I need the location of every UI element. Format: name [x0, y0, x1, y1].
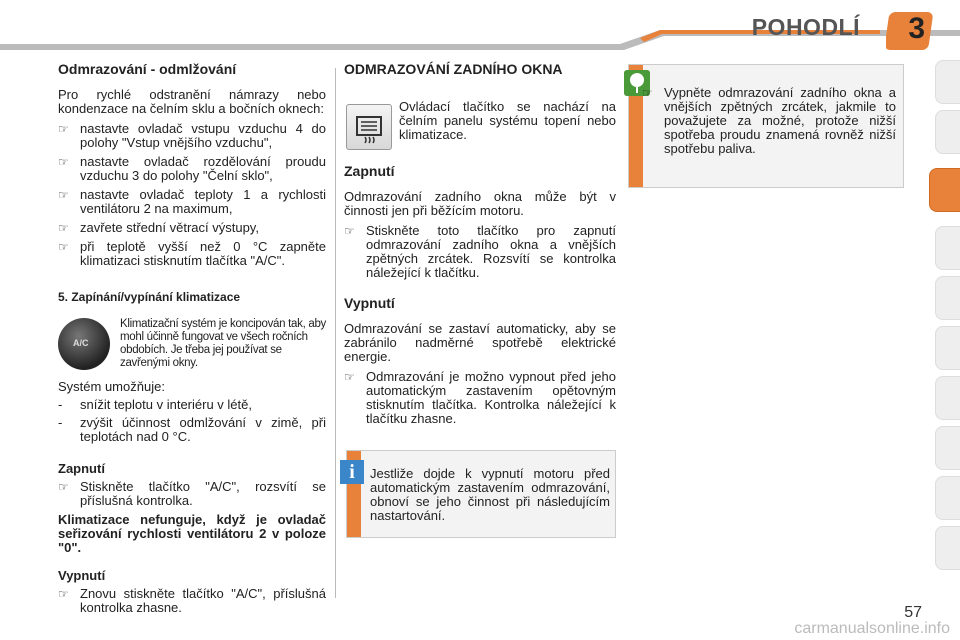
ac-section [58, 290, 326, 304]
chapter-tab[interactable] [935, 426, 960, 470]
pointer-icon: ☞ [58, 240, 69, 254]
rear-off-title: Vypnutí [344, 295, 395, 311]
chapter-tab[interactable] [935, 226, 960, 270]
ac-on-title: Zapnutí [58, 461, 105, 476]
ac-section-title: 5. Zapínání/vypínání klimatizace [58, 290, 241, 304]
rear-defrost-details [344, 164, 616, 431]
rear-on-step: ☞ Stiskněte toto tlačítko pro zapnutí odmrazování zadního okna a vnějších zpětných zrcátek. Rozsvítí se kontrolka náležející k tlačítku. [344, 223, 616, 280]
defrost-intro: Pro rychlé odstranění námrazy nebo kondenzace na čelním sklu a bočních oknech: [58, 87, 326, 116]
ac-off-title: Vypnutí [58, 568, 106, 583]
system-allows-label: Systém umožňuje: [58, 379, 165, 394]
ac-description: Klimatizační systém je koncipován tak, aby mohl účinně fungovat ve všech ročních obdobích. Je třeba jej používat se zavřenými okny. [120, 318, 326, 369]
rear-off-step: ☞ Odmrazování je možno vypnout před jeho automatickým zastavením opětovným stisknutím tlačítka. Kontrolka náležející k tlačítku zhasne. [344, 369, 616, 426]
rear-on-text: Odmrazování zadního okna může být v činnosti jen při běžícím motoru. [344, 189, 616, 218]
chapter-tab[interactable] [935, 376, 960, 420]
chapter-number: 3 [908, 12, 925, 45]
eco-note [642, 86, 896, 161]
chapter-tab[interactable] [935, 110, 960, 154]
pointer-icon: ☞ [344, 224, 355, 238]
chapter-tab[interactable] [935, 60, 960, 104]
middle-column [344, 62, 616, 76]
allows-item: - snížit teplotu v interiéru v létě, [58, 397, 252, 412]
ac-off-step: ☞ Znovu stiskněte tlačítko "A/C", příslušná kontrolka zhasne. [58, 586, 326, 615]
pointer-icon: ☞ [58, 587, 69, 601]
pointer-icon: ☞ [642, 86, 653, 100]
chapter-tab[interactable] [935, 526, 960, 570]
page-number: 57 [904, 604, 922, 621]
eco-note-text: ☞ Vypněte odmrazování zadního okna a vnějších zpětných zrcátek, jakmile to považujete za možné, protože nižší spotřeba proudu znamená rovněž nižší spotřebu paliva. [642, 85, 896, 156]
ac-details [58, 380, 326, 620]
ac-on-step: ☞ Stiskněte tlačítko "A/C", rozsvítí se příslušná kontrolka. [58, 479, 326, 508]
rear-off-text: Odmrazování se zastaví automaticky, aby se zabránilo nadměrné spotřebě elektrické energie. [344, 321, 616, 364]
pointer-icon: ☞ [58, 221, 69, 235]
defrost-step: ☞ nastavte ovladač vstupu vzduchu 4 do polohy "Vstup vnějšího vzduchu", [58, 121, 326, 150]
allows-item: - zvýšit účinnost odmlžování v zimě, při teplotách nad 0 °C. [58, 415, 326, 444]
chapter-tabs [936, 60, 960, 580]
defrost-step: ☞ zavřete střední větrací výstupy, [58, 220, 259, 235]
defrost-section-title: Odmrazování - odmlžování [58, 61, 237, 77]
info-note-text: Jestliže dojde k vypnutí motoru před automatickým zastavením odmrazování, obnoví se jeho činnost při následujícím nastartování. [370, 466, 610, 523]
left-column [58, 62, 326, 273]
defrost-step: ☞ nastavte ovladač rozdělování proudu vzduchu 3 do polohy "Čelní sklo", [58, 154, 326, 183]
chapter-tab[interactable] [935, 476, 960, 520]
ac-knob-label: A/C [73, 338, 89, 348]
chapter-tab[interactable] [935, 326, 960, 370]
rear-defrost-button-icon [346, 104, 392, 150]
watermark: carmanualsonline.info [794, 620, 950, 637]
pointer-icon: ☞ [58, 155, 69, 169]
pointer-icon: ☞ [58, 480, 69, 494]
rear-on-title: Zapnutí [344, 163, 395, 179]
info-icon: i [340, 460, 364, 484]
chapter-tab[interactable] [935, 276, 960, 320]
chapter-title: POHODLÍ [751, 14, 860, 40]
pointer-icon: ☞ [344, 370, 355, 384]
column-divider [335, 68, 336, 598]
ac-knob-icon [58, 318, 110, 370]
control-note: Ovládací tlačítko se nachází na čelním panelu systému topení nebo klimatizace. [399, 99, 616, 142]
pointer-icon: ☞ [58, 122, 69, 136]
chapter-tab-active[interactable] [929, 168, 960, 212]
rear-defrost-title: ODMRAZOVÁNÍ ZADNÍHO OKNA [344, 61, 563, 77]
defrost-step: ☞ nastavte ovladač teploty 1 a rychlosti ventilátoru 2 na maximum, [58, 187, 326, 216]
pointer-icon: ☞ [58, 188, 69, 202]
defrost-step: ☞ při teplotě vyšší než 0 °C zapněte klimatizaci stisknutím tlačítka "A/C". [58, 239, 326, 268]
ac-warning: Klimatizace nefunguje, když je ovladač seřizování rychlosti ventilátoru 2 v poloze "0". [58, 512, 326, 555]
